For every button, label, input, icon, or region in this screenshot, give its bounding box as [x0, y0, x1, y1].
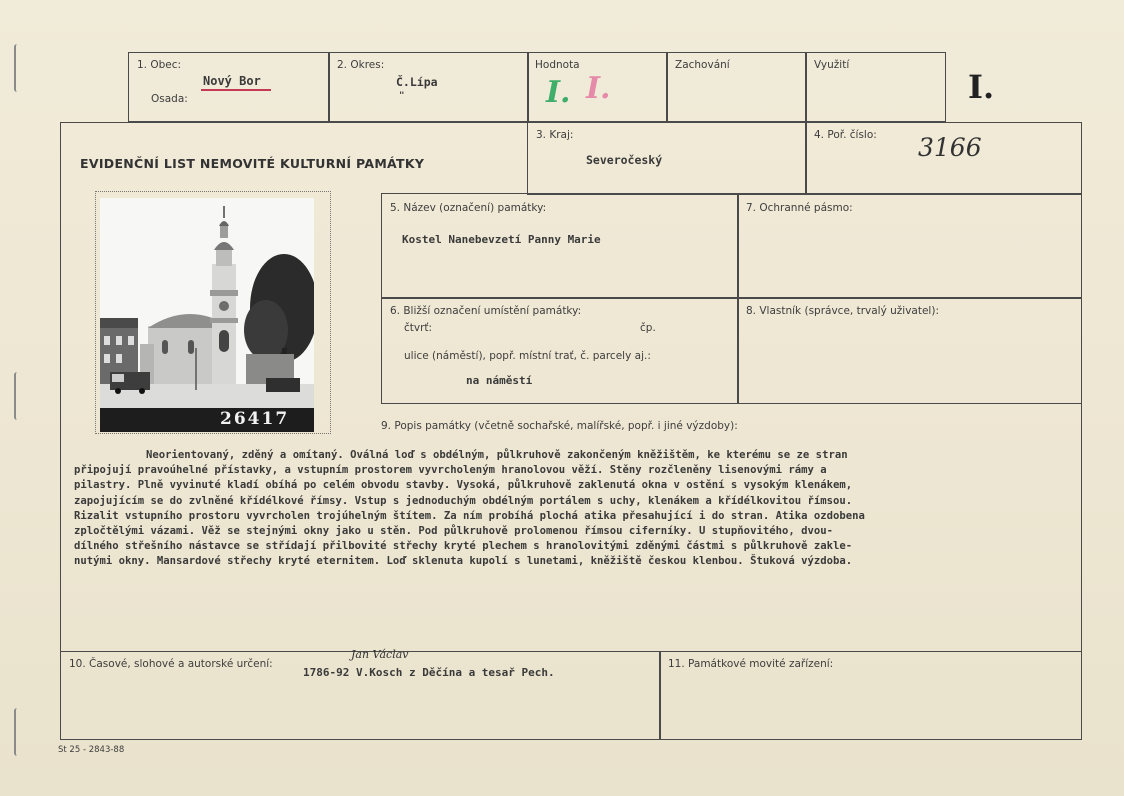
nazev-label: 5. Název (označení) památky:: [390, 202, 547, 214]
binder-ring: [14, 708, 21, 756]
obec-cell: [128, 52, 330, 122]
kraj-label: 3. Kraj:: [536, 129, 574, 141]
movite-label: 11. Památkové movité zařízení:: [668, 658, 834, 670]
okres-sub: ": [399, 91, 405, 101]
popis-line: Neorientovaný, zděný a omítaný. Oválná loď s obdélným, půlkruhově zakončeným kněžištěm, ke kterému se ze stran: [146, 449, 848, 461]
nazev-cell: [381, 193, 739, 299]
obec-label: 1. Obec:: [137, 59, 182, 71]
popis-line: zpločtělými vázami. Věž se stejnými okny jako u stěn. Pod půlkruhově prolomenou římsou ciferníky. U stupňovitého, dvou-: [74, 525, 833, 538]
urceni-handwritten: Jan Václav: [351, 648, 409, 661]
form-title: EVIDENČNÍ LIST NEMOVITÉ KULTURNÍ PAMÁTKY: [80, 156, 425, 171]
vyuziti-label: Využití: [814, 59, 850, 71]
popis-line: pilastry. Plně vyvinuté kladí obíhá po celém obvodu stavby. Vysoká, půlkruhově zaklenutá okna v ostění s vysokým klenákem,: [74, 479, 853, 492]
ochranne-pasmo-cell: [737, 193, 1082, 299]
popis-text: [74, 448, 1064, 570]
hodnota-cell: [527, 52, 668, 122]
popis-line: zapojujícím se do zvlněné křídélkové římsy. Vstup s jednoduchým obdélným portálem s uchy, klenákem a křídélkovitou římsou.: [74, 494, 853, 507]
ochranne-pasmo-label: 7. Ochranné pásmo:: [746, 202, 853, 214]
popis-line: dílného střešního nástavce se střídají přilbovité střechy kryté plechem s hranolovitými zděnými částmi s půlkruhově zakle-: [74, 540, 853, 553]
cislo-cell: [805, 122, 1082, 195]
popis-line: připojují pravoúhelné přístavky, a vstupním prostorem vyvrcholeným hranolovou věží. Stěny rozčleněny lisenovými rámy a: [74, 464, 827, 477]
osada-label: Osada:: [151, 93, 188, 105]
binder-ring: [14, 44, 21, 92]
cislo-label: 4. Poř. číslo:: [814, 129, 877, 141]
urceni-cell: [60, 648, 661, 740]
kraj-value: Severočeský: [586, 153, 663, 167]
cislo-value: 3166: [918, 133, 982, 162]
church-photo-image: [100, 198, 314, 432]
nazev-value: Kostel Nanebevzetí Panny Marie: [402, 233, 601, 246]
urceni-value: 1786-92 V.Kosch z Děčína a tesař Pech.: [303, 666, 555, 679]
cp-label: čp.: [640, 322, 656, 334]
okres-label: 2. Okres:: [337, 59, 385, 71]
hodnota-green-mark: I.: [546, 75, 571, 110]
church-photo: [100, 198, 314, 432]
ulice-label: ulice (náměstí), popř. místní trať, č. parcely aj.:: [404, 350, 651, 362]
okres-cell: [328, 52, 529, 122]
zachovani-cell: [666, 52, 807, 122]
popis-line: Rizalit vstupního prostoru vyvrcholen trojúhelným štítem. Za ním probíhá plochá atika přesahující i do stran. Atika ozdobena: [74, 509, 865, 522]
umisteni-label: 6. Bližší označení umístění památky:: [390, 305, 582, 317]
corner-roman-mark: I.: [968, 68, 995, 106]
red-underline: [201, 89, 271, 91]
hodnota-pink-mark: I.: [586, 71, 611, 106]
footer-code: St 25 - 2843-88: [58, 745, 125, 755]
binder-ring: [14, 372, 21, 420]
kraj-cell: [527, 122, 807, 195]
umisteni-cell: [381, 297, 739, 404]
hodnota-label: Hodnota: [535, 59, 580, 71]
ctvrt-label: čtvrť:: [404, 322, 433, 334]
umisteni-value: na náměstí: [466, 374, 533, 387]
vlastnik-label: 8. Vlastník (správce, trvalý uživatel):: [746, 305, 939, 317]
popis-line: nutými okny. Mansardové střechy kryté eternitem. Loď sklenuta kupolí s lunetami, kněžiště českou klenbou. Štuková výzdoba.: [74, 555, 853, 568]
photo-number: 26417: [220, 409, 290, 429]
urceni-label: 10. Časové, slohové a autorské určení:: [69, 658, 273, 670]
vlastnik-cell: [737, 297, 1082, 404]
vyuziti-cell: [805, 52, 946, 122]
popis-label: 9. Popis památky (včetně sochařské, malířské, popř. i jiné výzdoby):: [381, 420, 738, 432]
zachovani-label: Zachování: [675, 59, 730, 71]
obec-value: Nový Bor: [203, 74, 261, 88]
movite-cell: [659, 651, 1082, 740]
okres-value: Č.Lípa: [396, 75, 438, 89]
